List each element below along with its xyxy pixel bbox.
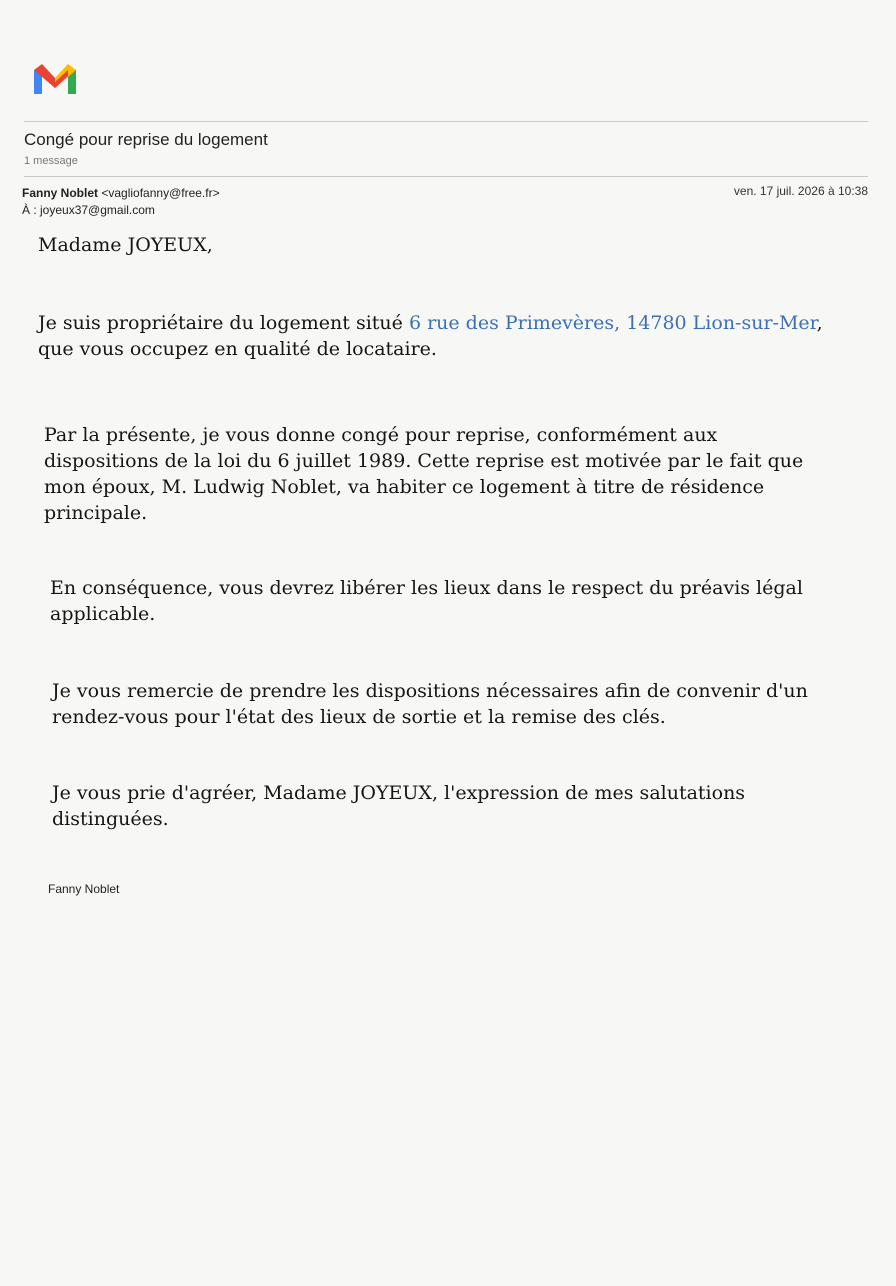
greeting: Madame JOYEUX, (38, 234, 213, 256)
sender-line (22, 186, 220, 200)
signature: Fanny Noblet (48, 882, 120, 896)
recipient-prefix: À : (22, 203, 37, 217)
paragraph-ownership-end: , que vous occupez en qualité de locataire. (38, 312, 823, 360)
recipient-line (22, 203, 155, 217)
recipient-email: joyeux37@gmail.com (40, 203, 155, 217)
paragraph-closing: Je vous prie d'agréer, Madame JOYEUX, l'expression de mes salutations distinguées. (52, 782, 746, 830)
paragraph-appointment: Je vous remercie de prendre les dispositions nécessaires afin de convenir d'un rendez-vous pour l'état des lieux de sortie et la remise des clés. (52, 680, 808, 728)
top-divider (24, 121, 868, 122)
message-count: 1 message (24, 155, 78, 167)
email-subject: Congé pour reprise du logement (24, 130, 268, 149)
sent-date: ven. 17 juil. 2026 à 10:38 (733, 184, 868, 198)
paragraph-ownership-start: Je suis propriétaire du logement situé (38, 312, 409, 334)
paragraph-ownership (38, 310, 838, 362)
gmail-logo-icon (30, 60, 80, 98)
paragraph-notice: Par la présente, je vous donne congé pour reprise, conformément aux dispositions de la loi du 6 juillet 1989. Cette reprise est motivée par le fait que mon époux, M. Ludwig Noblet, va habiter ce logement à titre de résidence principale. (44, 424, 804, 524)
paragraph-consequence: En conséquence, vous devrez libérer les lieux dans le respect du préavis légal applicable. (50, 577, 803, 625)
address-link[interactable]: 6 rue des Primevères, 14780 Lion-sur-Mer (408, 312, 817, 334)
header-divider (24, 176, 868, 177)
sender-name: Fanny Noblet (22, 186, 99, 200)
sender-email: <vagliofanny@free.fr> (101, 186, 220, 200)
